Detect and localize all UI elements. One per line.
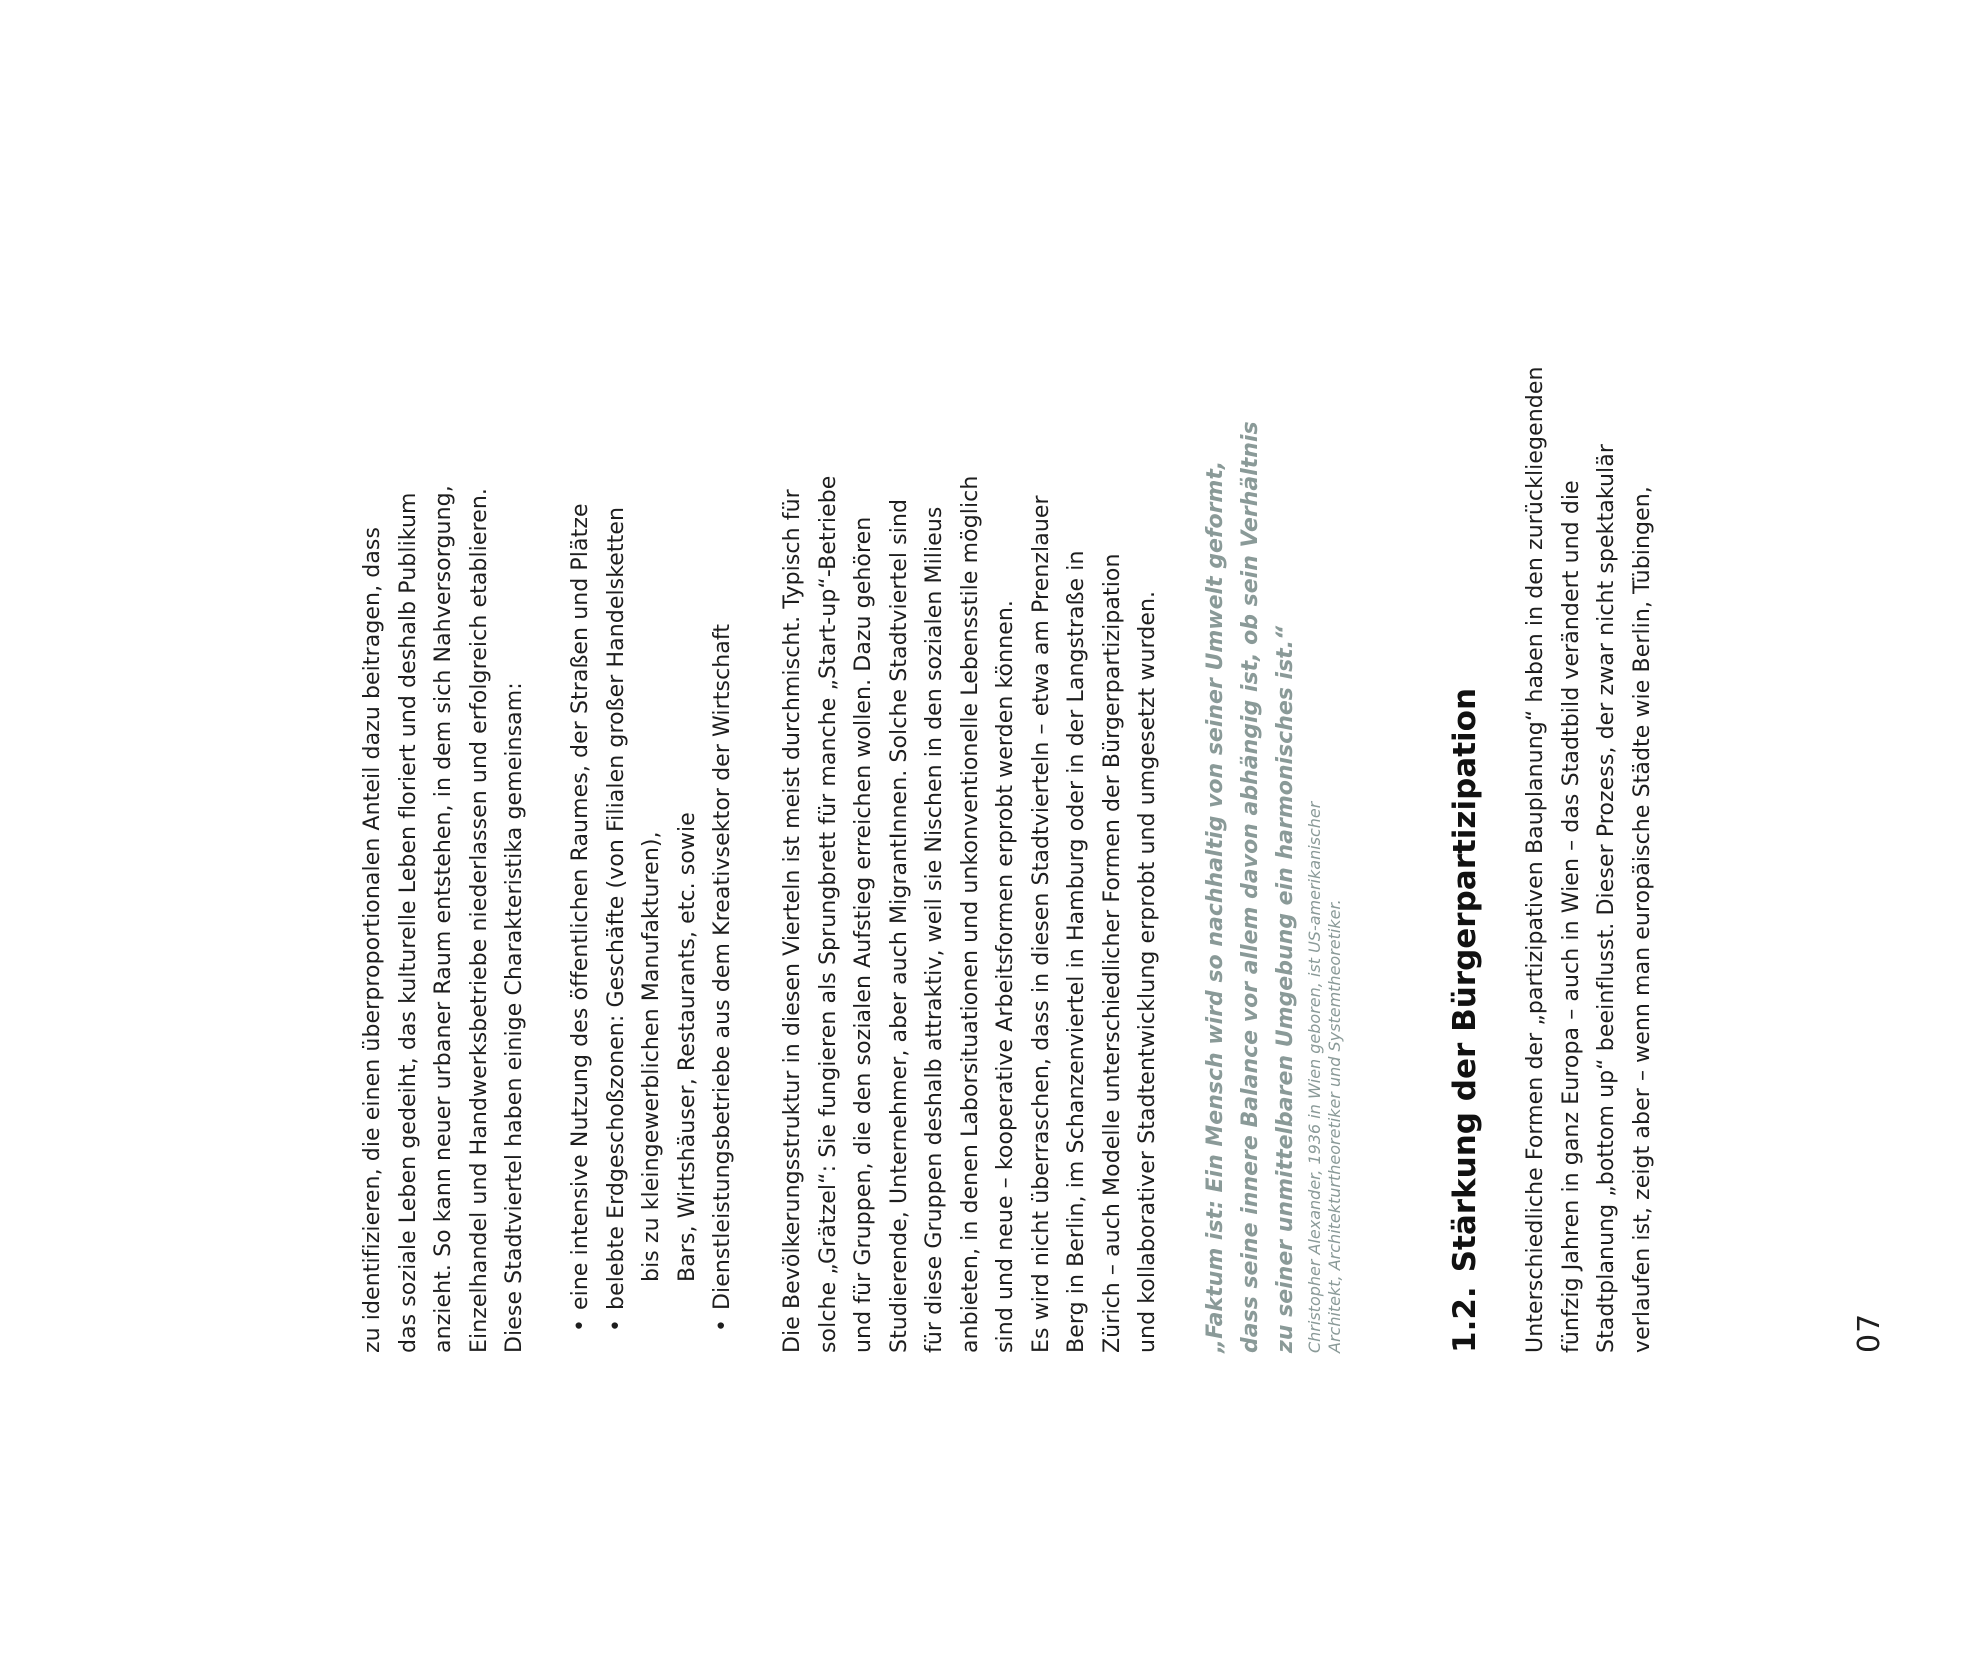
text-line: solche „Grätzel“: Sie fungieren als Sprungbrett für manche „Start-up“-Betriebe (815, 475, 841, 1353)
list-item (705, 242, 741, 1332)
text-line: anzieht. So kann neuer urbaner Raum entstehen, in dem sich Nahversorgung, (431, 485, 456, 1353)
quote-text (1198, 263, 1303, 1353)
text-line: Die Bevölkerungsstruktur in diesen Vierteln ist meist durchmischt. Typisch für (780, 489, 805, 1353)
quote-line: zu seiner unmittelbaren Umgebung ein harmonisches ist.“ (1273, 625, 1298, 1353)
paragraph-3 (1518, 263, 1660, 1353)
list-item-text: belebte Erdgeschoßzonen: Geschäfte (von Filialen großer Handelsketten (603, 506, 629, 1310)
quote-line: „Faktum ist: Ein Mensch wird so nachhaltig von seiner Umwelt geformt, (1203, 460, 1228, 1353)
page-number: 07 (1852, 1312, 1887, 1353)
paragraph-2 (775, 263, 1166, 1353)
paragraph-2-text (775, 263, 1166, 1353)
section-title (1445, 263, 1485, 1353)
characteristics-list (563, 242, 741, 1332)
section-title-text: Stärkung der Bürgerpartizipation (1447, 687, 1483, 1273)
bullet-marker: • (710, 1318, 735, 1332)
text-line: und kollaborativer Stadtentwicklung erprobt und umgesetzt wurden. (1135, 590, 1160, 1353)
text-line: Studierende, Unternehmer, aber auch MigrantInnen. Solche Stadtviertel sind (886, 498, 912, 1353)
text-line: für diese Gruppen deshalb attraktiv, weil sie Nischen in den sozialen Milieus (922, 506, 947, 1353)
paragraph-1-text (355, 263, 533, 1353)
list-item-text: Dienstleistungsbetriebe aus dem Kreativsektor der Wirtschaft (710, 623, 735, 1310)
text-line: und für Gruppen, die den sozialen Aufstieg erreichen wollen. Dazu gehören (851, 516, 876, 1353)
list-item-text: bis zu kleingewerblichen Manufakturen), (639, 831, 664, 1282)
quote-line: dass seine innere Balance vor allem davon abhängig ist, ob sein Verhältnis (1238, 421, 1263, 1353)
text-line: Diese Stadtviertel haben einige Charakteristika gemeinsam: (502, 682, 527, 1353)
text-line: verlaufen ist, zeigt aber – wenn man europäische Städte wie Berlin, Tübingen, (1629, 486, 1655, 1353)
text-line: das soziale Leben gedeiht, das kulturelle Leben floriert und deshalb Publikum (395, 492, 421, 1353)
text-line: sind und neue – kooperative Arbeitsformen erprobt werden können. (993, 600, 1018, 1353)
list-item-text: eine intensive Nutzung des öffentlichen Raumes, der Straßen und Plätze (568, 503, 593, 1310)
paragraph-3-text (1518, 263, 1660, 1353)
pull-quote (1198, 263, 1345, 1353)
attribution-line: Christopher Alexander, 1936 in Wien geboren, ist US-amerikanischer (1305, 801, 1324, 1353)
list-item (599, 242, 706, 1332)
text-line: Unterschiedliche Formen der „partizipativen Bauplanung“ haben in den zurückliegenden (1523, 366, 1548, 1353)
section-heading (1445, 263, 1485, 1353)
text-line: fünfzig Jahren in ganz Europa – auch in Wien – das Stadtbild verändert und die (1558, 480, 1584, 1353)
quote-attribution (1305, 263, 1345, 1353)
text-line: Berg in Berlin, im Schanzenviertel in Hamburg oder in der Langstraße in (1064, 550, 1089, 1353)
text-line: anbieten, in denen Laborsituationen und unkonventionelle Lebensstile möglich (957, 475, 983, 1353)
text-line: Es wird nicht überraschen, dass in diesen Stadtvierteln – etwa am Prenzlauer (1028, 495, 1054, 1353)
bullet-marker: • (603, 1318, 629, 1332)
text-line: Zürich – auch Modelle unterschiedlicher Formen der Bürgerpartizipation (1099, 553, 1125, 1353)
text-line: Einzelhandel und Handwerksbetriebe niederlassen und erfolgreich etablieren. (466, 488, 492, 1353)
list-item-text: Bars, Wirtshäuser, Restaurants, etc. sowie (674, 812, 700, 1282)
bullet-marker: • (568, 1318, 593, 1332)
paragraph-1 (355, 263, 533, 1353)
attribution-line: Architekt, Architekturtheoretiker und Systemtheoretiker. (1325, 899, 1344, 1353)
section-number: 1.2. (1447, 1286, 1483, 1353)
list-item (563, 242, 599, 1332)
text-line: zu identifizieren, die einen überproportionalen Anteil dazu beitragen, dass (360, 526, 385, 1353)
text-line: Stadtplanung „bottom up“ beeinflusst. Dieser Prozess, der zwar nicht spektakulär (1594, 444, 1619, 1353)
